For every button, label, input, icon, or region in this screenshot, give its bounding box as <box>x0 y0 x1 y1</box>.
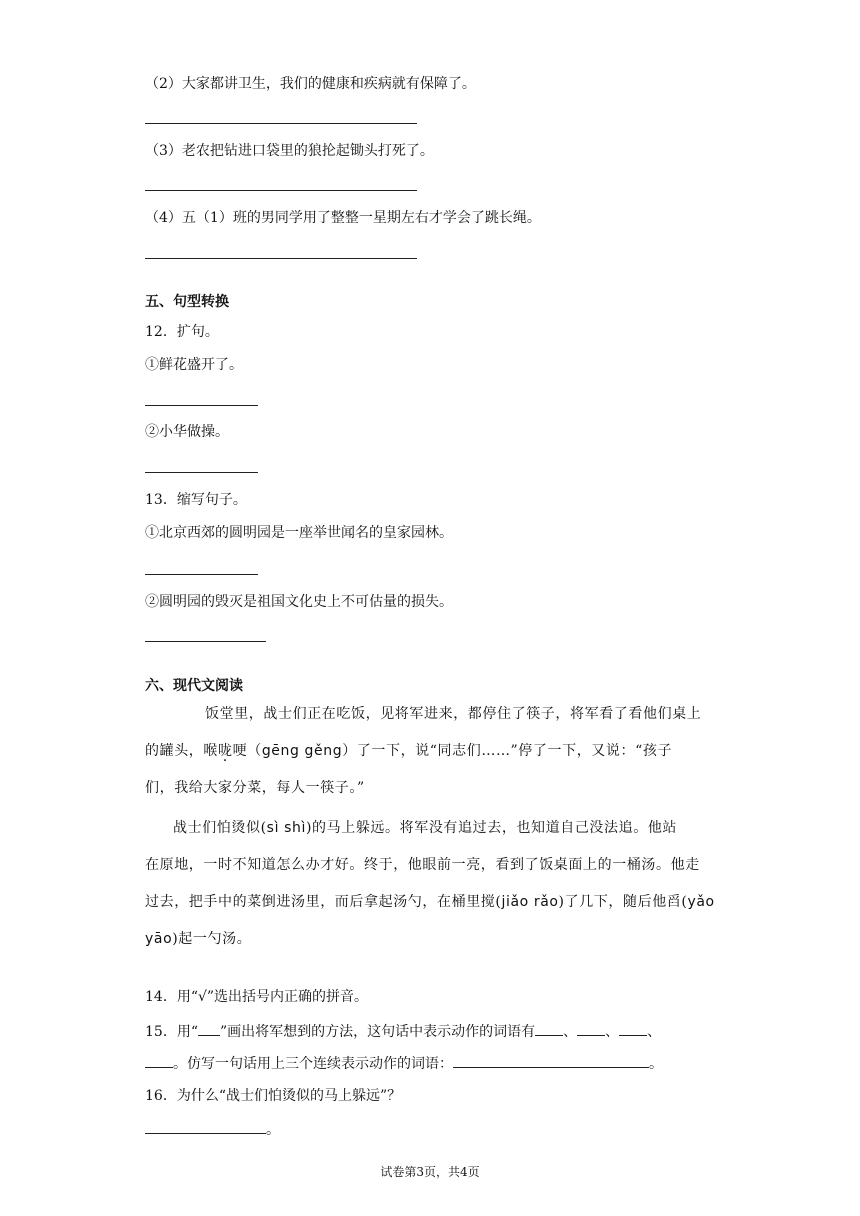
passage-line: 在原地，一时不知道怎么办才好。终于，他眼前一亮，看到了饭桌面上的一桶汤。他走 <box>145 857 700 873</box>
question-item-2: （2）大家都讲卫生，我们的健康和疾病就有保障了。 <box>145 76 476 92</box>
pinyin-choice: yǎo <box>687 894 715 910</box>
answer-blank[interactable] <box>535 1021 563 1036</box>
answer-blank[interactable] <box>145 1119 266 1134</box>
pinyin-choice: sì shì <box>266 820 306 836</box>
pinyin-choice: jiǎo rǎo <box>501 894 559 910</box>
question-12: 12．扩句。 <box>145 324 219 340</box>
question-12-b: ②小华做操。 <box>145 424 229 440</box>
question-13-b: ②圆明园的毁灭是祖国文化史上不可估量的损失。 <box>145 594 453 610</box>
answer-line[interactable] <box>145 123 417 124</box>
answer-line[interactable] <box>145 641 266 642</box>
answer-blank[interactable] <box>577 1021 605 1036</box>
answer-line[interactable] <box>145 472 258 473</box>
page-footer: 试卷第3页，共4页 <box>380 1165 480 1179</box>
question-16-answer: 。 <box>145 1119 280 1140</box>
passage-line: 的罐头，喉咙哽（gēng gěng）了一下，说“同志们……”停了一下，又说：“孩子 <box>145 743 673 759</box>
question-15-cont: 。仿写一句话用上三个连续表示动作的词语： 。 <box>145 1053 663 1074</box>
passage-line: 饭堂里，战士们正在吃饭，见将军进来，都停住了筷子，将军看了看他们桌上 <box>205 706 702 722</box>
answer-blank[interactable] <box>619 1021 647 1036</box>
question-12-a: ①鲜花盛开了。 <box>145 357 243 373</box>
question-13-a: ①北京西郊的圆明园是一座举世闻名的皇家园林。 <box>145 525 453 541</box>
answer-blank[interactable] <box>453 1053 649 1068</box>
question-item-3: （3）老农把钻进口袋里的狼抡起锄头打死了。 <box>145 143 434 159</box>
answer-line[interactable] <box>145 190 417 191</box>
emphasis-dot-char: 咙 <box>218 743 233 759</box>
section-heading: 五、句型转换 <box>145 294 229 310</box>
passage-line: 们，我给大家分菜，每人一筷子。” <box>145 780 365 796</box>
answer-blank[interactable] <box>145 1053 173 1068</box>
question-15: 15．用“ ”画出将军想到的方法，这句话中表示动作的词语有 、 、 、 <box>145 1021 661 1042</box>
question-item-4: （4）五（1）班的男同学用了整整一星期左右才学会了跳长绳。 <box>145 210 541 226</box>
underline-sample <box>198 1021 220 1036</box>
pinyin-choice: gēng gěng <box>261 743 343 759</box>
pinyin-choice: yāo <box>145 931 173 947</box>
reading-passage <box>145 704 717 966</box>
passage-line: yāo)起一勺汤。 <box>145 931 252 947</box>
passage-line: 过去，把手中的菜倒进汤里，而后拿起汤勺，在桶里搅(jiǎo rǎo)了几下，随后他舀(yǎo <box>145 894 715 910</box>
question-13: 13．缩写句子。 <box>145 492 247 508</box>
section-heading: 六、现代文阅读 <box>145 678 243 694</box>
passage-line: 战士们怕烫似(sì shì)的马上躲远。将军没有追过去，也知道自己没法追。他站 <box>173 820 678 836</box>
answer-line[interactable] <box>145 258 417 259</box>
question-16: 16．为什么“战士们怕烫似的马上躲远”？ <box>145 1088 402 1104</box>
question-14: 14．用“√”选出括号内正确的拼音。 <box>145 989 369 1005</box>
answer-line[interactable] <box>145 574 258 575</box>
answer-line[interactable] <box>145 405 258 406</box>
